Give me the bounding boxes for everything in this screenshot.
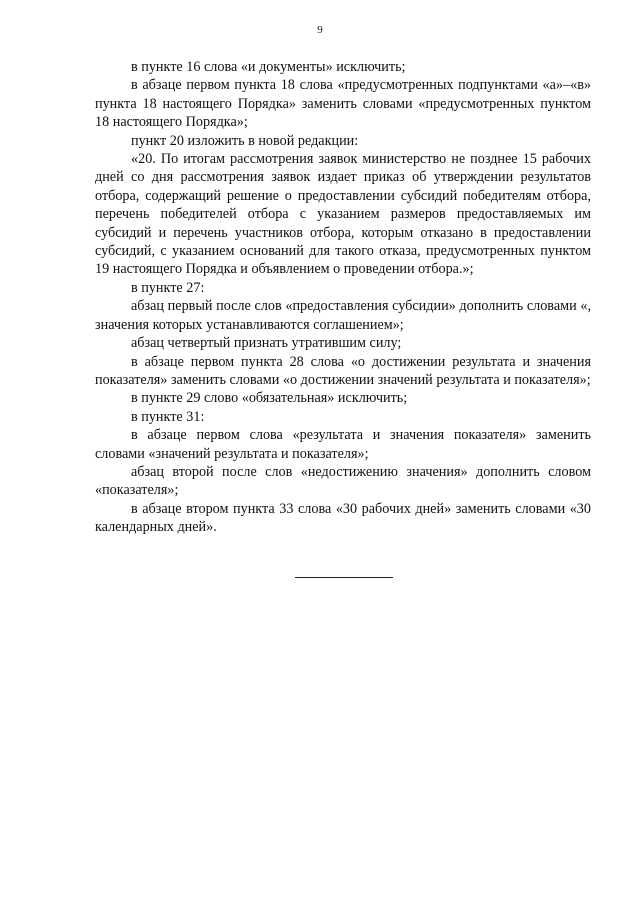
paragraph: в пункте 16 слова «и документы» исключить;	[131, 59, 406, 75]
paragraph: пункт 20 изложить в новой редакции:	[131, 132, 359, 149]
paragraph: «20. По итогам рассмотрения заявок министерство не позднее 15 рабочих дней со дня рассмотрения заявок издает приказ об утверждении результатов отбора, содержащий решение о предоставлении субсидий победителям отбора, перечень победителей отбора с указанием размеров предоставляемых им субсидий и перечень участников отбора, которым отказано в предоставлении субсидий, с указанием оснований для такого отказа, предусмотренных пунктом 19 настоящего Порядка и объявлением о проведении отбора.»;	[95, 151, 591, 278]
paragraph: в абзаце первом слова «результата и значения показателя» заменить словами «значений результата и показателя»;	[95, 427, 591, 462]
paragraph: в абзаце втором пункта 33 слова «30 рабочих дней» заменить словами «30 календарных дней».	[95, 500, 591, 536]
end-separator-line	[295, 577, 393, 578]
paragraph: абзац первый после слов «предоставления субсидии» дополнить словами «, значения которых устанавливаются соглашением»;	[95, 298, 591, 333]
paragraph: в пункте 31:	[131, 408, 205, 425]
paragraph: абзац второй после слов «недостижению значения» дополнить словом «показателя»;	[95, 463, 591, 499]
paragraph: в пункте 27:	[131, 279, 205, 296]
paragraph: в абзаце первом пункта 28 слова «о достижении результата и значения показателя» заменить словами «о достижении значений результата и показателя»;	[95, 353, 591, 388]
document-body	[95, 58, 591, 537]
paragraph: абзац четвертый признать утратившим силу;	[131, 335, 402, 352]
paragraph: в пункте 29 слово «обязательная» исключить;	[131, 390, 408, 407]
paragraph: в абзаце первом пункта 18 слова «предусмотренных подпунктами «а»–«в» пункта 18 настоящего Порядка» заменить словами «предусмотренных пунктом 18 настоящего Порядка»;	[95, 77, 591, 131]
page-number: 9	[317, 24, 323, 36]
